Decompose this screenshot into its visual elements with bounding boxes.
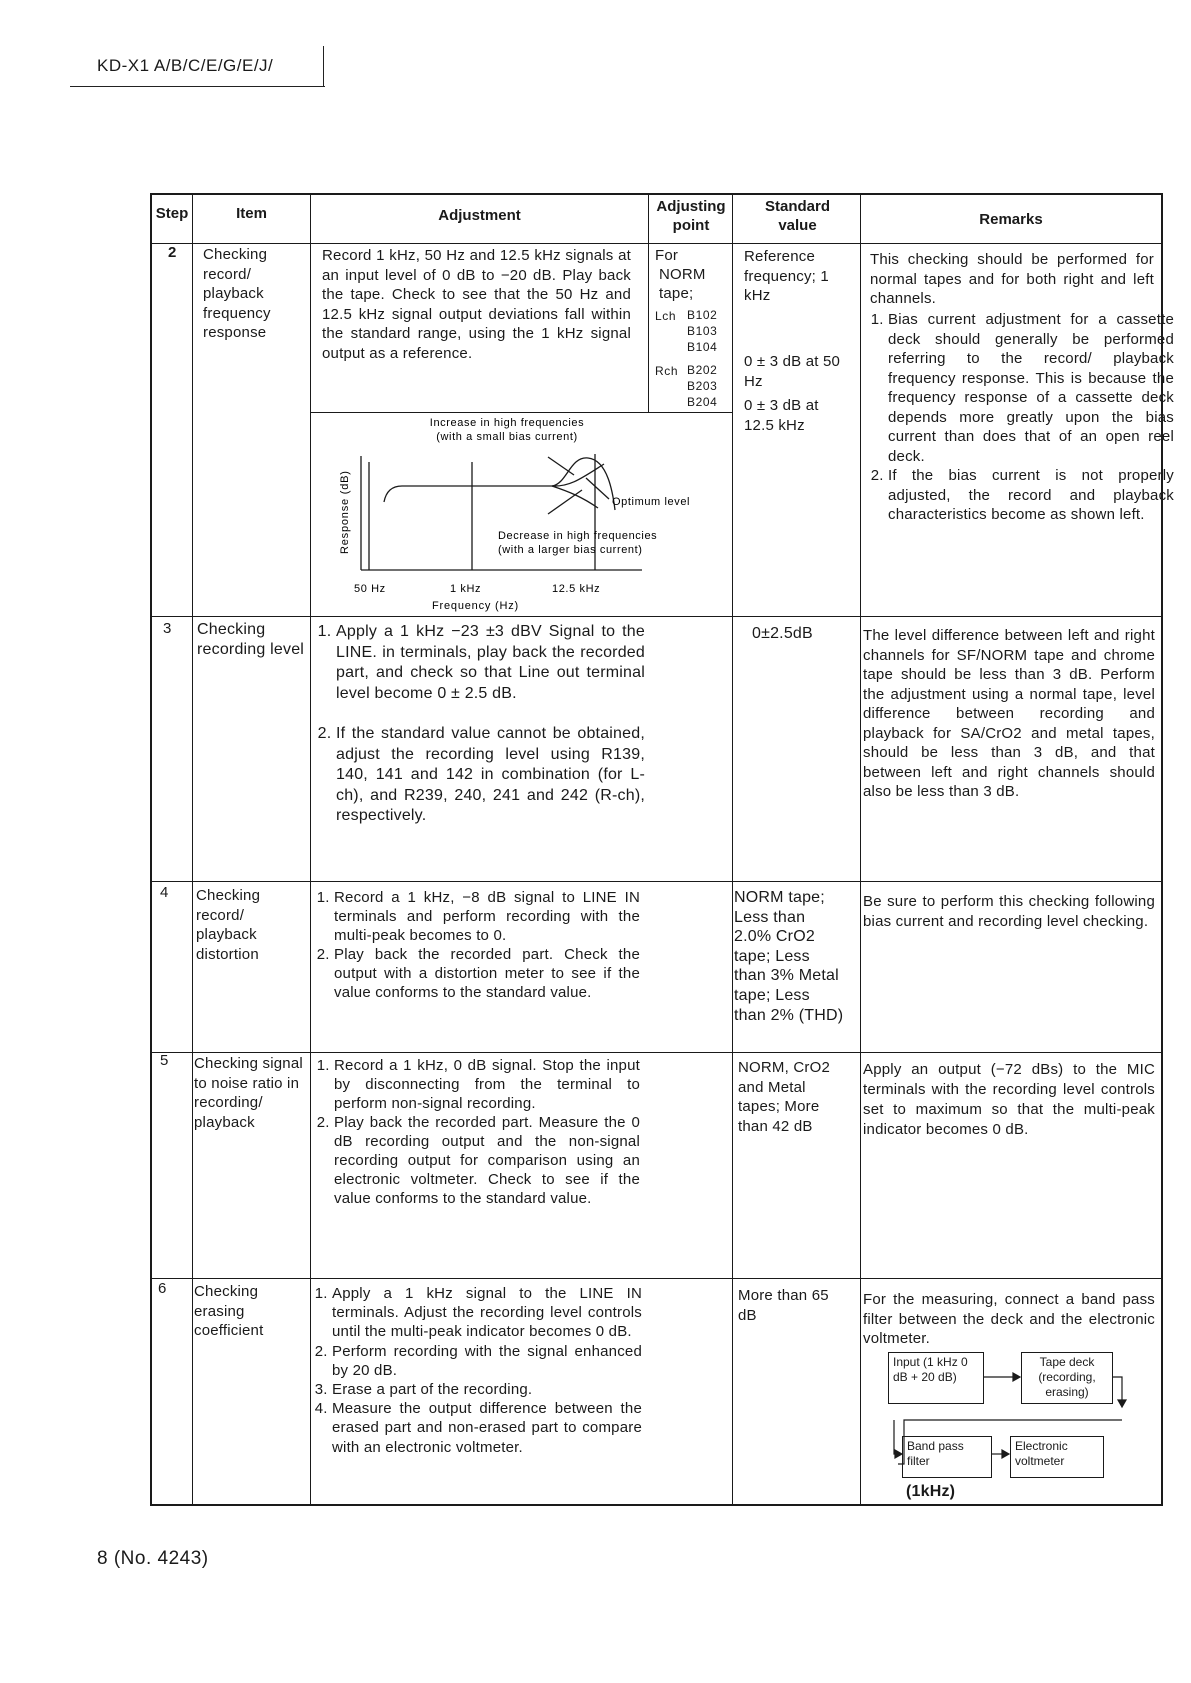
remarks-text: The level difference between left and right channels for SF/NORM tape and chrome tape should be less than 3 dB. Perform the adjustment using a normal tape, level difference between recording and playback for SA/CrO2 and metal tapes, should be less than 3 dB, and that between left and right channels should also be less than 3 dB.	[863, 627, 1155, 800]
adjusting-point-lch-b104: B104	[687, 340, 718, 354]
graph-x-axis-label: Frequency (Hz)	[432, 600, 519, 612]
remarks-list-item: 2. If the bias current is not properly adjusted, the record and playback characteristics become as shown left.	[888, 466, 1174, 525]
header-vertical-rule	[323, 46, 324, 87]
diagram-connections	[860, 1340, 1160, 1500]
step-number: 2	[168, 244, 177, 261]
diagram-arrow-to-deck	[1013, 1373, 1020, 1381]
step-number: 6	[158, 1280, 167, 1297]
item-label: Checking signal to noise ratio in recording/ playback	[194, 1055, 303, 1131]
column-header-adjustment: Adjustment	[438, 207, 521, 224]
graph-x-tick-1khz: 1 kHz	[450, 583, 482, 595]
standard-value-reference: Reference frequency; 1 kHz	[744, 248, 829, 304]
adjustment-step: 2. If the standard value cannot be obtained, adjust the recording level using R139, 140, 141 and 142 in combination (for L-ch), and R239, 240, 241 and 242 (R-ch), respectively.	[336, 724, 645, 827]
adjustment-step: 2. Perform recording with the signal enhanced by 20 dB.	[332, 1342, 642, 1380]
diagram-voltmeter-box: Electronic voltmeter	[1010, 1436, 1104, 1478]
remarks-list	[868, 310, 1174, 525]
graph-decrease-curve	[552, 486, 598, 508]
column-header-step: Step	[155, 205, 189, 222]
diagram-tape-deck-box: Tape deck (recording, erasing)	[1021, 1352, 1113, 1404]
graph-increase-pointer	[548, 457, 574, 475]
item-label: Checking recording level	[197, 621, 305, 658]
adjustment-step: 3. Erase a part of the recording.	[332, 1380, 642, 1399]
graph-note-decrease-detail: (with a larger bias current)	[498, 544, 643, 556]
column-header-item: Item	[236, 205, 267, 222]
header-rule	[70, 86, 325, 87]
frequency-response-svg	[312, 414, 732, 614]
column-header-adjusting-point: Adjusting point	[656, 198, 726, 234]
adjustment-step: 2. Play back the recorded part. Check the output with a distortion meter to see if the value conforms to the standard value.	[334, 945, 640, 1002]
adjustment-step: 4. Measure the output difference between the erased part and non-erased part to compare with an electronic voltmeter.	[332, 1399, 642, 1457]
remarks-intro: This checking should be performed for normal tapes and for both right and left channels.	[870, 251, 1154, 307]
remarks-text: Apply an output (−72 dBs) to the MIC terminals with the recording level controls set to maximum so that the multi-peak indicator becomes 0 dB.	[863, 1061, 1155, 1138]
graph-optimum-pointer	[586, 478, 609, 499]
graph-x-tick-12-5khz: 12.5 kHz	[552, 583, 601, 595]
adjusting-point-tape: tape;	[659, 285, 694, 302]
standard-value: More than 65 dB	[738, 1287, 829, 1324]
diagram-caption: (1kHz)	[906, 1483, 956, 1500]
adjusting-point-lch-b103: B103	[687, 324, 718, 338]
step-number: 5	[160, 1052, 169, 1069]
adjustment-steps	[316, 622, 645, 827]
adjusting-point-for: For	[655, 247, 679, 264]
adjustment-text: Record 1 kHz, 50 Hz and 12.5 kHz signals at an input level of 0 dB to −20 dB. Play back the tape. Check to see that the 50 Hz and 12.5 kHz signal output deviations fall within the standard range, using the 1 kHz signal output as a reference.	[322, 247, 631, 362]
adjusting-point-rch-b202: B202	[687, 363, 718, 377]
graph-note-optimum: Optimum level	[612, 496, 691, 508]
adjusting-point-lch-label: Lch	[655, 309, 677, 323]
adjustment-step: 2. Play back the recorded part. Measure the 0 dB recording output and the non-signal recording output for comparison using an electronic voltmeter. Check to see if the value conforms to the standard value.	[334, 1113, 640, 1208]
adjustment-step: 1. Record a 1 kHz, −8 dB signal to LINE IN terminals and perform recording with the multi-peak becomes to 0.	[334, 888, 640, 945]
diagram-arrow-to-voltmeter	[1002, 1450, 1009, 1458]
adjusting-point-rch-b204: B204	[687, 395, 718, 409]
standard-value-12-5khz: 0 ± 3 dB at 12.5 kHz	[744, 397, 819, 434]
remarks-text: Be sure to perform this checking following bias current and recording level checking.	[863, 893, 1155, 930]
graph-note-decrease: Decrease in high frequencies	[498, 530, 658, 542]
remarks-text: For the measuring, connect a band pass filter between the deck and the electronic voltmeter.	[863, 1291, 1155, 1347]
diagram-wire-return	[898, 1420, 1122, 1464]
column-header-standard-value: Standard value	[764, 198, 830, 234]
graph-note-increase: Increase in high frequencies	[429, 417, 585, 429]
standard-value-50hz: 0 ± 3 dB at 50 Hz	[744, 353, 841, 390]
item-label: Checking record/ playback frequency response	[203, 246, 271, 341]
step-number: 4	[160, 884, 169, 901]
standard-value: NORM tape; Less than 2.0% CrO2 tape; Less than 3% Metal tape; Less than 2% (THD)	[734, 889, 844, 1024]
graph-note-increase-detail: (with a small bias current)	[436, 431, 578, 443]
diagram-arrow-to-filter	[895, 1450, 902, 1458]
adjusting-point-rch-label: Rch	[655, 364, 679, 378]
diagram-wire-to-filter	[894, 1420, 900, 1454]
graph-decrease-pointer	[548, 490, 582, 514]
adjustment-steps	[314, 1056, 640, 1208]
standard-value: NORM, CrO2 and Metal tapes; More than 42 dB	[738, 1059, 830, 1135]
frequency-response-graph	[312, 414, 732, 614]
diagram-input-box: Input (1 kHz 0 dB + 20 dB)	[888, 1352, 984, 1404]
step-number: 3	[163, 620, 172, 637]
item-label: Checking record/ playback distortion	[196, 887, 261, 963]
adjustment-step: 1. Record a 1 kHz, 0 dB signal. Stop the input by disconnecting from the terminal to perform non-signal recording.	[334, 1056, 640, 1113]
page-number: 8 (No. 4243)	[97, 1548, 209, 1569]
diagram-band-pass-box: Band pass filter	[902, 1436, 992, 1478]
document-model-header: KD-X1 A/B/C/E/G/E/J/	[97, 56, 274, 75]
adjustment-step: 1. Apply a 1 kHz −23 ±3 dBV Signal to the LINE. in terminals, play back the recorded part, and check so that Line out terminal level become 0 ± 2.5 dB.	[336, 622, 645, 704]
adjustment-steps	[312, 1284, 642, 1457]
adjustment-step: 1. Apply a 1 kHz signal to the LINE IN terminals. Adjust the recording level controls until the multi-peak indicator becomes 0 dB.	[332, 1284, 642, 1342]
diagram-arrow-down	[1118, 1400, 1126, 1407]
remarks-list-item: 1. Bias current adjustment for a cassette deck should generally be performed referring to the record/ playback frequency response. This is because the frequency response of a cassette deck depends more greatly upon the bias current than does that of an open reel deck.	[888, 310, 1174, 466]
adjustment-steps	[314, 888, 640, 1002]
standard-value: 0±2.5dB	[752, 625, 813, 642]
adjusting-point-norm: NORM	[659, 266, 706, 283]
graph-response-flat	[384, 486, 552, 502]
graph-y-axis-label: Response (dB)	[339, 470, 351, 554]
adjusting-point-rch-b203: B203	[687, 379, 718, 393]
graph-x-tick-50hz: 50 Hz	[354, 583, 386, 595]
column-header-remarks: Remarks	[979, 211, 1043, 228]
adjusting-point-lch-b102: B102	[687, 308, 718, 322]
item-label: Checking erasing coefficient	[194, 1283, 264, 1339]
